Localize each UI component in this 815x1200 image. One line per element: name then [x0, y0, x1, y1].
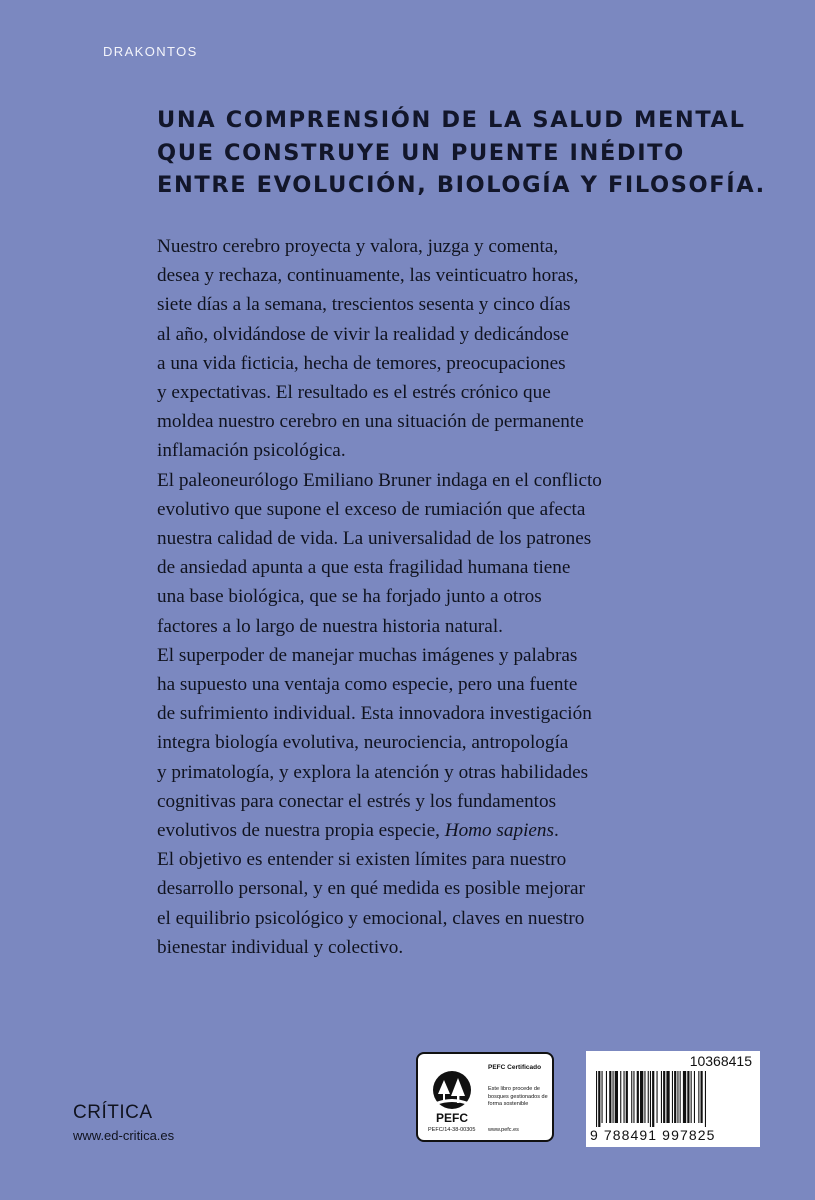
synopsis-line: inflamación psicológica. [157, 440, 346, 462]
synopsis-line: y primatología, y explora la atención y otras habilidades [157, 761, 589, 783]
synopsis-line: El superpoder de manejar muchas imágenes y palabras [157, 644, 578, 666]
synopsis-line: El objetivo es entender si existen límites para nuestro [157, 849, 567, 871]
synopsis-line: al año, olvidándose de vivir la realidad y dedicándose [157, 323, 569, 345]
synopsis-line: evolutivo que supone el exceso de rumiación que afecta [157, 498, 586, 520]
pefc-title: PEFC Certificado [488, 1064, 542, 1071]
barcode-top-number: 10368415 [689, 1053, 752, 1069]
synopsis-line [157, 816, 717, 845]
pefc-tree-icon [428, 1068, 476, 1124]
synopsis-line: moldea nuestro cerebro en una situación de permanente [157, 411, 584, 433]
synopsis-line: de sufrimiento individual. Esta innovadora investigación [157, 703, 592, 725]
isbn-barcode [586, 1051, 760, 1147]
pefc-logo-text: PEFC [435, 1111, 469, 1124]
synopsis-line: bienestar individual y colectivo. [157, 936, 404, 958]
synopsis-line: de ansiedad apunta a que esta fragilidad humana tiene [157, 557, 571, 579]
barcode-digits: 9 788491 997825 [590, 1127, 716, 1143]
pefc-description: Este libro procede de bosques gestionados de forma sostenible [488, 1086, 548, 1107]
barcode-bars [592, 1071, 754, 1127]
synopsis-line: Nuestro cerebro proyecta y valora, juzga y comenta, [157, 236, 559, 257]
synopsis-line: ha supuesto una ventaja como especie, pero una fuente [157, 674, 578, 696]
synopsis-line: una base biológica, que se ha forjado junto a otros [157, 586, 542, 608]
publisher-logo: CRÍTICA [73, 1102, 153, 1123]
synopsis-line: factores a lo largo de nuestra historia natural. [157, 615, 503, 637]
headline-line: ENTRE EVOLUCIÓN, BIOLOGÍA Y FILOSOFÍA. [157, 172, 766, 198]
synopsis-line: cognitivas para conectar el estrés y los fundamentos [157, 790, 557, 812]
headline [157, 104, 777, 202]
pefc-url: www.pefc.es [488, 1127, 519, 1133]
series-label: DRAKONTOS [103, 44, 198, 59]
synopsis-text: . [554, 820, 559, 842]
synopsis-text: evolutivos de nuestra propia especie, [157, 820, 445, 842]
headline-line: UNA COMPRENSIÓN DE LA SALUD MENTAL [157, 107, 746, 133]
synopsis-line: a una vida ficticia, hecha de temores, preocupaciones [157, 352, 566, 374]
synopsis-line: siete días a la semana, trescientos sesenta y cinco días [157, 294, 571, 316]
synopsis-line: el equilibrio psicológico y emocional, claves en nuestro [157, 907, 585, 929]
headline-line: QUE CONSTRUYE UN PUENTE INÉDITO [157, 139, 685, 166]
synopsis-line: desarrollo personal, y en qué medida es posible mejorar [157, 878, 585, 900]
species-name: Homo sapiens [444, 820, 554, 842]
pefc-code: PEFC/14-38-00305 [428, 1127, 476, 1133]
synopsis-line: El paleoneurólogo Emiliano Bruner indaga en el conflicto [157, 469, 602, 491]
publisher-website: www.ed-critica.es [73, 1128, 175, 1143]
synopsis [157, 232, 717, 962]
synopsis-line: y expectativas. El resultado es el estrés crónico que [157, 382, 551, 404]
pefc-certification-badge [416, 1052, 554, 1142]
synopsis-line: nuestra calidad de vida. La universalidad de los patrones [157, 528, 592, 550]
synopsis-line: desea y rechaza, continuamente, las veinticuatro horas, [157, 265, 579, 287]
synopsis-line: integra biología evolutiva, neurociencia, antropología [157, 732, 569, 754]
